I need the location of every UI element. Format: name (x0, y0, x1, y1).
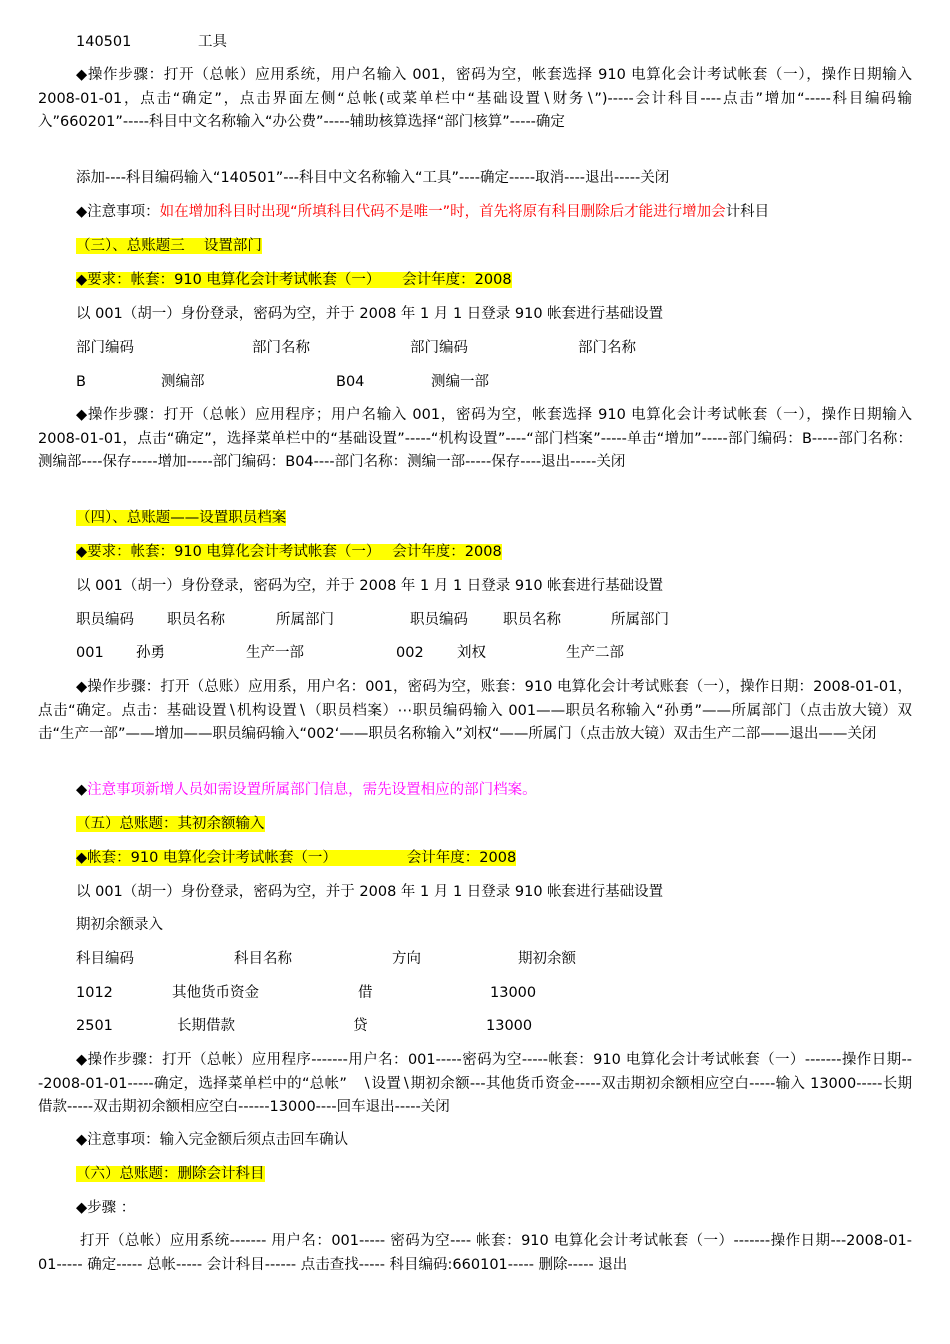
section-6-steps-label: ◆步骤 ： (76, 1200, 136, 1216)
balance-header-amount: 期初余额 (518, 951, 576, 967)
section-6-title-text: （六）总账题：删除会计科目 (76, 1166, 265, 1182)
section-5-login: 以 001（胡一）身份登录，密码为空，并于 2008 年 1 月 1 日登录 910 帐套进行基础设置 (76, 884, 664, 900)
ops-step-5: ◆操作步骤：打开（总帐）应用程序-------用户名：001-----密码为空-----帐套：910 电算化会计考试帐套（一）-------操作日期---2008-01-01-----确定，选择菜单栏中的“总帐” ∖设置∖期初余额---其他货币资金-----双击期初余额相应空白-----输入 13000-----长期借款-----双击期初余额相应空白------13000----回车退出-----关闭 (38, 1052, 912, 1115)
balance-header-code: 科目编码 (76, 951, 134, 967)
balance-code-2: 2501 (76, 1018, 113, 1034)
section-5-requirement (76, 848, 516, 868)
note-4 (76, 780, 537, 800)
balance-code-1: 1012 (76, 985, 113, 1001)
code-140501: 140501 (76, 34, 132, 50)
section-5-title-text: （五）总账题：其初余额输入 (76, 816, 265, 832)
section-4-requirement-text: ◆要求：帐套：910 电算化会计考试帐套（一） 会计年度：2008 (76, 544, 502, 560)
section-3-title (76, 236, 262, 256)
staff-name-2: 刘权 (457, 645, 486, 661)
staff-name-1: 孙勇 (136, 645, 165, 661)
opening-balance-entry: 期初余额录入 (76, 917, 163, 933)
add-line: 添加----科目编码输入“140501”---科目中文名称输入“工具”----确定-----取消----退出-----关闭 (76, 170, 670, 186)
staff-header-dept-1: 所属部门 (276, 612, 334, 628)
note-1-tail: 计科目 (725, 204, 770, 220)
dept-name-1: 测编部 (161, 374, 205, 390)
dept-header-code-2: 部门编码 (410, 340, 468, 356)
dept-name-2: 测编一部 (431, 374, 489, 390)
section-5-title (76, 814, 265, 834)
dept-code-1: B (76, 374, 86, 390)
staff-code-1: 001 (76, 645, 104, 661)
tool-name: 工具 (198, 34, 227, 50)
section-4-login: 以 001（胡一）身份登录，密码为空，并于 2008 年 1 月 1 日登录 910 帐套进行基础设置 (76, 578, 664, 594)
note-4-text: 注意事项新增人员如需设置所属部门信息，需先设置相应的部门档案。 (87, 782, 537, 798)
ops-step-3: ◆操作步骤：打开（总帐）应用程序；用户名输入 001，密码为空，帐套选择 910 电算化会计考试帐套（一），操作日期输入 2008-01-01，点击“确定”，选择菜单栏中的“基础设置”-----“机构设置”----“部门档案”-----单击“增加”-----部门编码：B-----部门名称：测编部----保存-----增加-----部门编码：B04----部门名称：测编一部-----保存----退出-----关闭 (38, 407, 912, 470)
note-5: ◆注意事项：输入完金额后须点击回车确认 (76, 1132, 349, 1148)
note-4-prefix: ◆ (76, 782, 88, 798)
note-1-prefix: ◆注意事项： (76, 204, 160, 220)
balance-name-1: 其他货币资金 (172, 985, 259, 1001)
ops-step-4: ◆操作步骤：打开（总账）应用系，用户名：001，密码为空，账套：910 电算化会计考试账套（一），操作日期：2008-01-01，点击“确定。点击：基础设置∖机构设置∖（职员档案）⋯职员编码输入 001——职员名称输入“孙勇”——所属部门（点击放大镜）双击“生产一部”——增加——职员编码输入“002‘——职员名称输入”刘权“——所属门（点击放大镜）双击生产二部——退出——关闭 (38, 679, 912, 742)
dept-code-2: B04 (336, 374, 365, 390)
section-4-title (76, 508, 286, 528)
section-3-login: 以 001（胡一）身份登录，密码为空，并于 2008 年 1 月 1 日登录 910 帐套进行基础设置 (76, 306, 664, 322)
staff-header-code-2: 职员编码 (410, 612, 468, 628)
note-1-red-text: 如在增加科目时出现“所填科目代码不是唯一”时，首先将原有科目删除后才能进行增加会 (159, 204, 726, 220)
staff-header-name-1: 职员名称 (167, 612, 225, 628)
section-3-requirement (76, 270, 512, 290)
balance-header-direction: 方向 (392, 951, 421, 967)
staff-header-dept-2: 所属部门 (611, 612, 669, 628)
dept-header-name-2: 部门名称 (578, 340, 636, 356)
section-6-title (76, 1164, 265, 1184)
balance-direction-1: 借 (358, 985, 373, 1001)
staff-header-code-1: 职员编码 (76, 612, 134, 628)
staff-code-2: 002 (396, 645, 424, 661)
balance-name-2: 长期借款 (177, 1018, 235, 1034)
balance-direction-2: 贷 (353, 1018, 368, 1034)
balance-amount-1: 13000 (490, 985, 537, 1001)
note-1 (76, 202, 769, 222)
section-3-title-text: （三）、总账题三 设置部门 (76, 238, 262, 254)
staff-dept-1: 生产一部 (246, 645, 304, 661)
section-4-requirement (76, 542, 502, 562)
staff-header-name-2: 职员名称 (503, 612, 561, 628)
staff-dept-2: 生产二部 (566, 645, 624, 661)
section-4-title-text: （四）、总账题——设置职员档案 (76, 510, 287, 526)
balance-header-name: 科目名称 (234, 951, 292, 967)
ops-step-1: ◆操作步骤：打开（总帐）应用系统，用户名输入 001，密码为空，帐套选择 910 电算化会计考试帐套（一），操作日期输入 2008-01-01，点击“确定”，点击界面左侧“总帐(或菜单栏中“基础设置∖财务∖”)-----会计科目----点击”增加“-----科目编码输入”660201”-----科目中文名称输入“办公费”-----辅助核算选择“部门核算”-----确定 (38, 67, 912, 130)
balance-amount-2: 13000 (486, 1018, 533, 1034)
section-3-requirement-text: ◆要求：帐套：910 电算化会计考试帐套（一） 会计年度：2008 (76, 272, 512, 288)
ops-step-6: 打开（总帐）应用系统------- 用户名：001----- 密码为空---- 帐套：910 电算化会计考试帐套（一）-------操作日期---2008-01-01----- 确定----- 总帐----- 会计科目------ 点击查找----- 科目编码:660101----- 删除----- 退出 (38, 1233, 912, 1273)
section-5-requirement-text: ◆帐套：910 电算化会计考试帐套（一） 会计年度：2008 (76, 850, 517, 866)
dept-header-code-1: 部门编码 (76, 340, 134, 356)
dept-header-name-1: 部门名称 (252, 340, 310, 356)
